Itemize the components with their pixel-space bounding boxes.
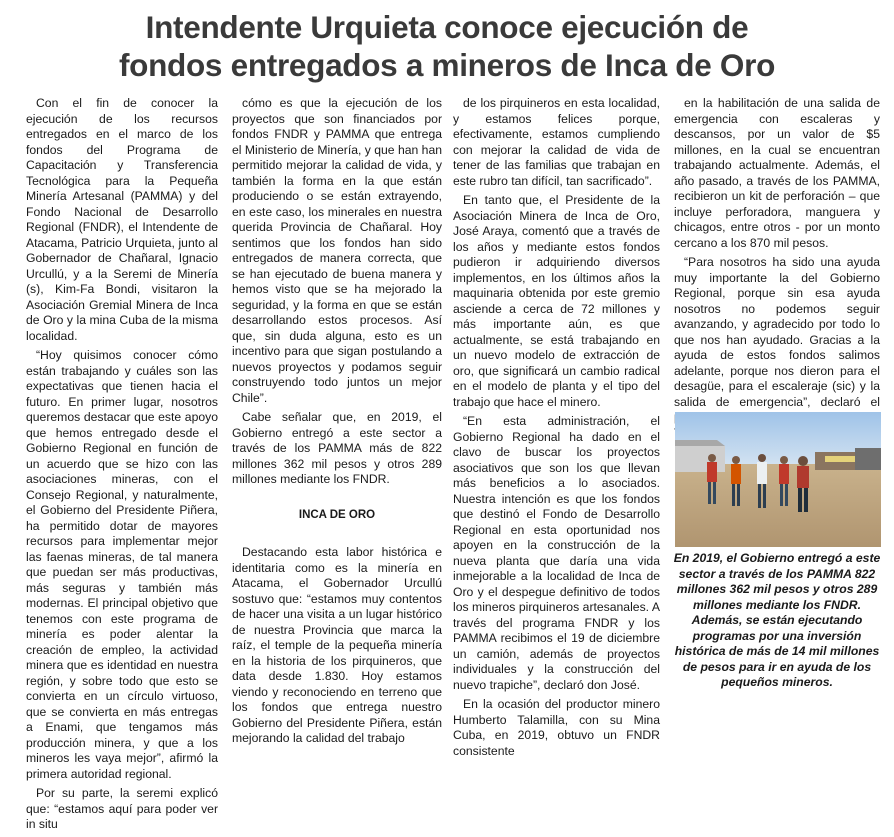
article-column-3 xyxy=(453,96,660,763)
headline-line-2: fondos entregados a mineros de Inca de Oro xyxy=(118,47,776,83)
paragraph: cómo es que la ejecución de los proyectos que son financiados por fondos FNDR y PAMMA que entrega el Ministerio de Minería, y que han han permitido mejorar la calidad de vida, y también la forma en la que están produciendo o se están extrayendo, en este caso, los minerales en nuestra querida Provincia de Chañaral. Hoy sentimos que los fondos han sido entregados de manera correcta, que se han ejecutado de buena manera y hemos visto que se ha mejorado la seguridad, y la forma en que se están desarrollando estos procesos. Así que, sin duda alguna, esto es un incentivo para que sigan postulando a nuevos proyectos y podamos seguir construyendo todo juntos un mejor Chile”. xyxy=(232,96,443,405)
paragraph: “Hoy quisimos conocer cómo están trabajando y cuáles son las expectativas que tienen hacia el futuro. En primer lugar, nosotros queremos destacar que este apoyo que hemos entregado desde el Gobierno Regional en función de un acuerdo que se hizo con las asociaciones mineras, con el Consejo Regional, y naturalmente, el Gobierno del Presidente Piñera, ha permitido dotar de mayores recursos para implementar mejor las faenas mineras, de tal manera que puedan ser más productivas, más seguras y también más modernas. El principal objetivo que tenemos con este programa de minería es poder alentar la creación de empleo, la actividad minera que es identidad en nuestra región, y sobre todo que esto se convierta en un círculo virtuoso, que se convierta en más entregas a Enami, que tengamos más producción minera, y que a los mineros les vaya mejor”, afirmó la primera autoridad regional. xyxy=(26,348,218,781)
paragraph: En tanto que, el Presidente de la Asociación Minera de Inca de Oro, José Araya, comentó que a través de los años y mediante estos fondos pudieron ir adquiriendo diversos implementos, en los últimos años la maquinaria obtenida por este gremio asciende a cerca de 72 millones y más importante aún, es que actualmente, se está trabajando en un nuevo modelo de extracción de oro, que significará un cambio radical en el modelo de planta y el tipo del trabajo que hace el minero. xyxy=(453,193,660,409)
paragraph: Por su parte, la seremi explicó que: “estamos aquí para poder ver in situ xyxy=(26,786,218,831)
article-column-4 xyxy=(674,96,880,445)
photo-illustration xyxy=(675,412,881,547)
paragraph: en la habilitación de una salida de emergencia con escaleras y descansos, por un valor de $5 millones, en la cual se encuentran trabajando actualmente. Además, el año pasado, a través de los PAMMA, recibieron un kit de perforación – que incluye perforadora, manguera y chicagos, entre otros - por un monto cercano a los 870 mil pesos. xyxy=(674,96,880,250)
headline-line-1: Intendente Urquieta conoce ejecución de xyxy=(145,9,749,45)
paragraph: Cabe señalar que, en 2019, el Gobierno entregó a este sector a través de los PAMMA más de 822 millones 362 mil pesos y otros 289 millones mediante los FNDR. xyxy=(232,410,442,486)
paragraph: “En esta administración, el Gobierno Regional ha dado en el clavo de buscar los proyectos asociativos que son los que llevan más beneficios a lo asociados. Nuestra intención es que los fondos que destinó el Fondo de Desarrollo Regional en esta oportunidad nos apoyen en la construcción de la nueva planta que daría una vida inmejorable a la localidad de Inca de Oro y el despegue definitivo de todos los mineros pirquineros artesanales. A través del programa FNDR y los PAMMA recibimos el 19 de diciembre un camión, además de proyectos individuales y la construcción del nuevo trapiche”, declaró don José. xyxy=(453,414,660,692)
mine-visit-photo xyxy=(675,412,881,547)
paragraph: Con el fin de conocer la ejecución de los recursos entregados en el marco de los fondos del Programa de Capacitación y Transferencia Tecnológica para la Pequeña Minería Artesanal (PAMMA) y del Fondo Nacional de Desarrollo Regional (FNDR), el Intendente de Atacama, Patricio Urquieta, junto al Gobernador de Chañaral, Ignacio Urcullú, y a la Seremi de Minería (s), Kim-Fa Bondi, visitaron la Asociación Gremial Minera de Inca de Oro y la mina Cuba de la misma localidad. xyxy=(26,96,218,343)
paragraph: de los pirquineros en esta localidad, y estamos felices porque, efectivamente, estamos cumpliendo con mejorar la calidad de vida de tener de las familias que trabajan en este rubro tan difícil, tan sacrificado”. xyxy=(453,96,660,188)
article-column-1 xyxy=(26,96,218,837)
paragraph: En la ocasión del productor minero Humberto Talamilla, con su Mina Cuba, en 2019, obtuvo un FNDR consistente xyxy=(453,697,660,758)
photo-caption: En 2019, el Gobierno entregó a este sector a través de los PAMMA 822 millones 362 mil pesos y otros 289 millones mediante los FNDR. Además, se están ejecutando programas por una inversión histórica de más de 14 mil millones de pesos para ir en ayuda de los pequeños mineros. xyxy=(673,551,881,689)
section-subhead: INCA DE ORO xyxy=(298,508,376,521)
headline xyxy=(0,8,894,84)
article-column-2 xyxy=(232,96,442,751)
paragraph: Destacando esta labor histórica e identitaria como es la minería en Atacama, el Gobernador Urcullú sostuvo que: “estamos muy contentos de hacer una visita a un lugar histórico de nuestra Provincia que marca la raíz, el temple de la pequeña minería en la historia de los pirquineros, que data desde 1.830. Hoy estamos viendo y reconociendo en terreno que los fondos que entrega nuestro Gobierno del Presidente Piñera, están mejorando la calidad del trabajo xyxy=(232,545,442,745)
paragraph: “Para nosotros ha sido una ayuda muy importante la del Gobierno Regional, porque sin esa ayuda nosotros no podemos seguir avanzando, y agradecido por todo lo que nos han ayudado. Gracias a la ayuda de estos fondos salimos adelante, porque nos dieron para el desagüe, para el escaleraje (sic) y la salida de emergencia”, declaró el xyxy=(674,255,880,409)
